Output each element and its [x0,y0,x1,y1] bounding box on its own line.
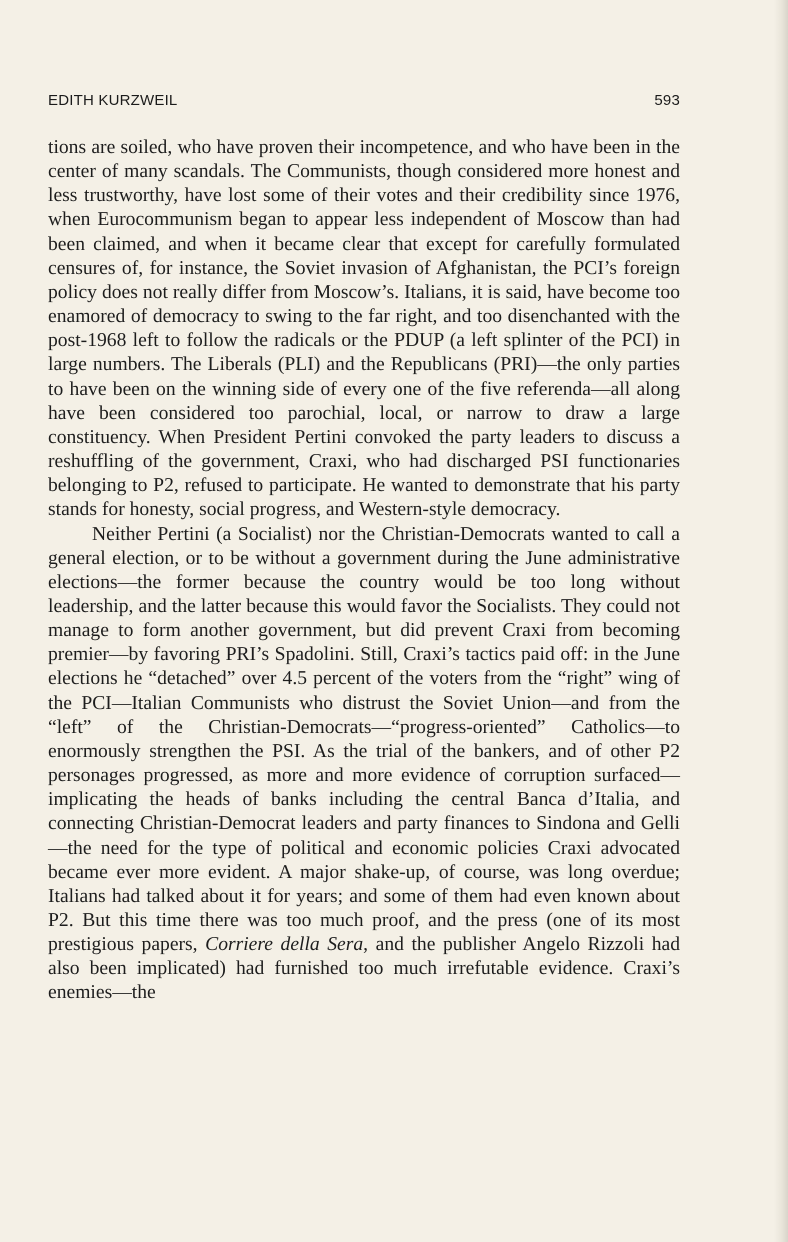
running-head [48,92,680,112]
paragraph-2-text-b: , and the publisher Angelo Rizzoli had also been implicated) had furnished too much irrefutable evidence. Craxi’s enemies—the [48,934,680,1004]
body-text [48,136,680,1006]
page-edge [774,0,788,1242]
running-head-author: EDITH KURZWEIL [48,92,178,109]
paragraph-1: tions are soiled, who have proven their incompetence, and who have been in the center of many scandals. The Communists, though considered more honest and less trustworthy, have lost some of their votes and their credibility since 1976, when Eurocommunism began to appear less independent of Moscow than had been claimed, and when it became clear that except for carefully formulated censures of, for instance, the Soviet invasion of Afghanistan, the PCI’s foreign policy does not really differ from Moscow’s. Italians, it is said, have become too enamored of democracy to swing to the far right, and too disenchanted with the post-1968 left to follow the radicals or the PDUP (a left splinter of the PCI) in large numbers. The Liberals (PLI) and the Republicans (PRI)—the only parties to have been on the winning side of every one of the five referenda—all along have been considered too parochial, local, or narrow to draw a large constituency. When President Pertini convoked the party leaders to discuss a reshuffling of the government, Craxi, who had discharged PSI functionaries belonging to P2, refused to participate. He wanted to demonstrate that his party stands for honesty, social progress, and Western-style democracy. [48,137,680,521]
paragraph-2 [48,523,680,1006]
paragraph-2-text-a: Neither Pertini (a Socialist) nor the Christian-Democrats wanted to call a general election, or to be without a government during the June administrative elections—the former because the country would be too long without leadership, and the latter because this would favor the Socialists. They could not manage to form another government, but did prevent Craxi from becoming premier—by favoring PRI’s Spadolini. Still, Craxi’s tactics paid off: in the June elections he “detached” over 4.5 percent of the voters from the “right” wing of the PCI—Italian Communists who distrust the Soviet Union—and from the “left” of the Christian-Democrats—“progress-oriented” Catholics—to enormously strengthen the PSI. As the trial of the bankers, and of other P2 personages progressed, as more and more evidence of corruption surfaced—implicating the heads of banks including the central Banca d’Italia, and connecting Christian-Democrat leaders and party finances to Sindona and Gelli—the need for the type of political and economic policies Craxi advocated became ever more evident. A major shake-up, of course, was long overdue; Italians had talked about it for years; and some of them had even known about P2. But this time there was too much proof, and the press (one of its most prestigious papers, [48,523,680,956]
newspaper-title: Corriere della Sera [205,934,364,956]
page-number: 593 [654,92,680,109]
